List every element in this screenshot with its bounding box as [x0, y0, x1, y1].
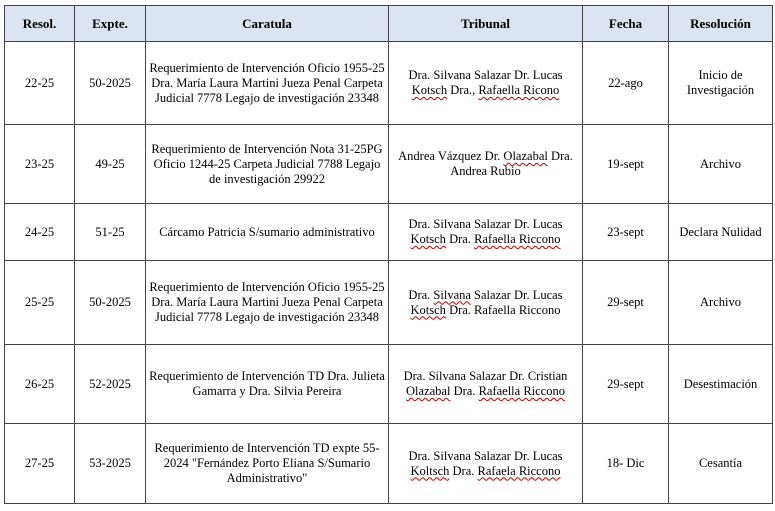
cell-tribunal: Dra. Silvana Salazar Dr. Lucas Kotsch Dra. Rafaella Riccono [389, 204, 583, 261]
table-row [5, 345, 773, 424]
cell-tribunal: Dra. Silvana Salazar Dr. Lucas Kotsch Dra., Rafaella Ricono [389, 42, 583, 125]
cell-tribunal: Andrea Vázquez Dr. Olazabal Dra. Andrea Rubio [389, 125, 583, 204]
cell-caratula: Requerimiento de Intervención Oficio 1955-25 Dra. María Laura Martini Jueza Penal Carpeta Judicial 7778 Legajo de investigación 23348 [146, 261, 389, 345]
cell-resol: 24-25 [5, 204, 75, 261]
cell-tribunal: Dra. Silvana Salazar Dr. Lucas Koltsch Dra. Rafaela Riccono [389, 424, 583, 504]
cell-expte: 52-2025 [75, 345, 146, 424]
cell-caratula: Requerimiento de Intervención TD Dra. Julieta Gamarra y Dra. Silvia Pereira [146, 345, 389, 424]
cell-resol: 27-25 [5, 424, 75, 504]
cell-expte: 50-2025 [75, 261, 146, 345]
header-row [5, 6, 773, 42]
header-fecha: Fecha [583, 6, 669, 42]
cell-resolucion: Archivo [669, 261, 773, 345]
table-row [5, 125, 773, 204]
cell-resol: 25-25 [5, 261, 75, 345]
table-row [5, 42, 773, 125]
cell-caratula: Requerimiento de Intervención Nota 31-25PG Oficio 1244-25 Carpeta Judicial 7788 Legajo de investigación 29922 [146, 125, 389, 204]
cell-resol: 26-25 [5, 345, 75, 424]
cell-resolucion: Cesantía [669, 424, 773, 504]
resolutions-table [4, 5, 773, 504]
cell-fecha: 22-ago [583, 42, 669, 125]
cell-expte: 51-25 [75, 204, 146, 261]
cell-resolucion: Declara Nulidad [669, 204, 773, 261]
cell-fecha: 18- Dic [583, 424, 669, 504]
header-caratula: Caratula [146, 6, 389, 42]
table-row [5, 424, 773, 504]
cell-resolucion: Archivo [669, 125, 773, 204]
cell-fecha: 29-sept [583, 261, 669, 345]
header-resol: Resol. [5, 6, 75, 42]
cell-fecha: 29-sept [583, 345, 669, 424]
cell-fecha: 23-sept [583, 204, 669, 261]
cell-resol: 22-25 [5, 42, 75, 125]
header-resolucion: Resolución [669, 6, 773, 42]
cell-expte: 53-2025 [75, 424, 146, 504]
cell-resolucion: Inicio de Investigación [669, 42, 773, 125]
cell-expte: 50-2025 [75, 42, 146, 125]
header-tribunal: Tribunal [389, 6, 583, 42]
cell-resolucion: Desestimación [669, 345, 773, 424]
cell-expte: 49-25 [75, 125, 146, 204]
cell-caratula: Cárcamo Patricia S/sumario administrativo [146, 204, 389, 261]
cell-caratula: Requerimiento de Intervención Oficio 1955-25 Dra. María Laura Martini Jueza Penal Carpeta Judicial 7778 Legajo de investigación 23348 [146, 42, 389, 125]
header-expte: Expte. [75, 6, 146, 42]
cell-tribunal: Dra. Silvana Salazar Dr. Lucas Kotsch Dra. Rafaella Riccono [389, 261, 583, 345]
table-row [5, 204, 773, 261]
cell-fecha: 19-sept [583, 125, 669, 204]
table-row [5, 261, 773, 345]
cell-tribunal: Dra. Silvana Salazar Dr. Cristian Olazabal Dra. Rafaella Riccono [389, 345, 583, 424]
cell-resol: 23-25 [5, 125, 75, 204]
cell-caratula: Requerimiento de Intervención TD expte 55-2024 "Fernández Porto Eliana S/Sumario Administrativo" [146, 424, 389, 504]
